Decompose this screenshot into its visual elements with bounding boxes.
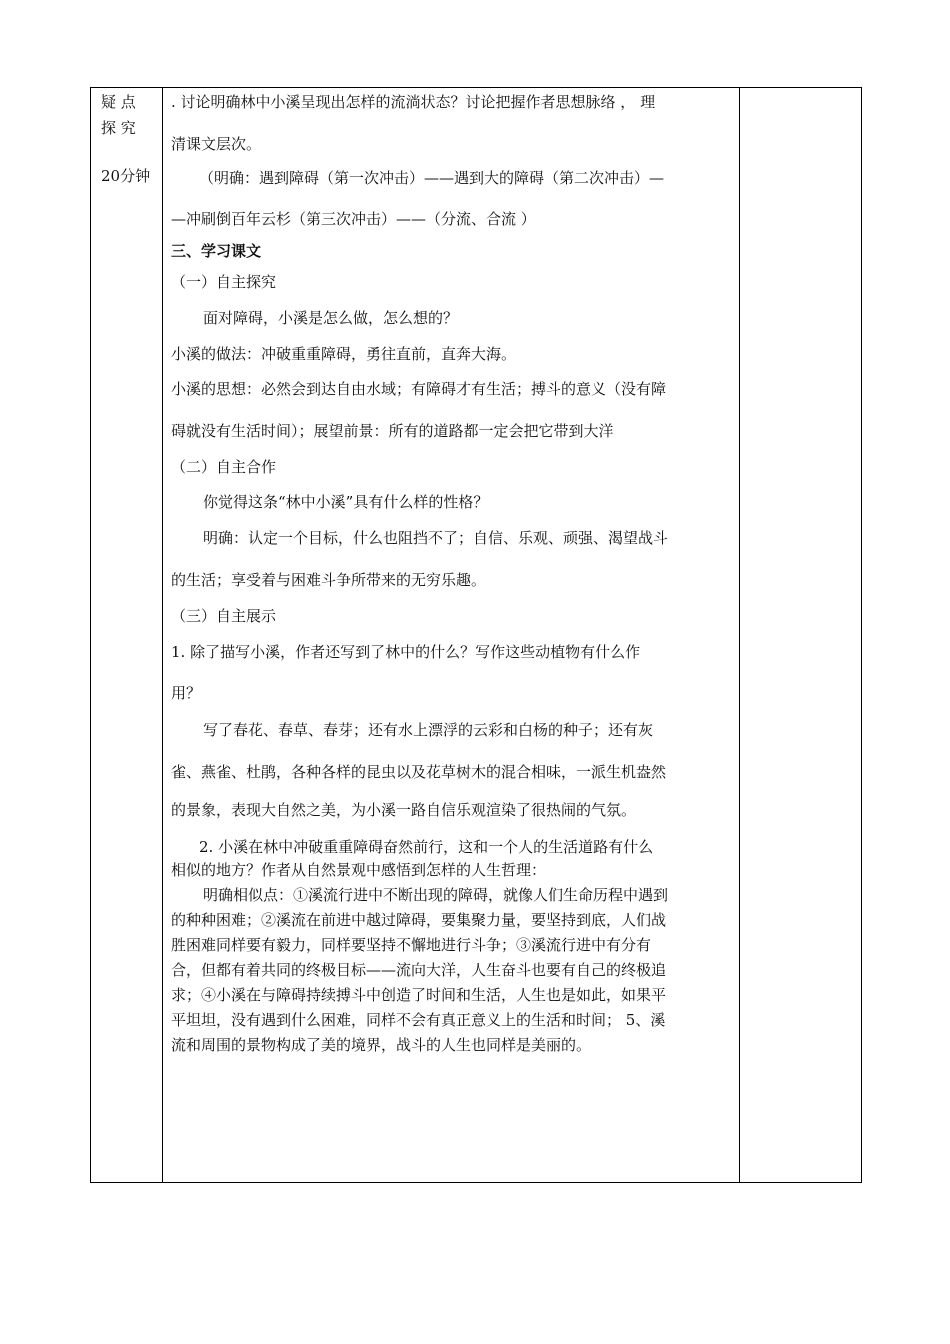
prompt-1-line-2: 用？ <box>171 684 202 702</box>
column-divider-2 <box>739 88 740 1182</box>
prompt-1-answer-line-1: 写了春花、春草、春芽；还有水上漂浮的云彩和白杨的种子；还有灰 <box>203 721 654 739</box>
question-1: 面对障碍，小溪是怎么做，怎么想的？ <box>203 309 459 327</box>
answer-3-line-2: 的生活；享受着与困难斗争所带来的无穷乐趣。 <box>171 571 487 589</box>
clarify-line-2: —冲刷倒百年云杉（第三次冲击）——（分流、合流 ） <box>171 210 536 228</box>
prompt-2-line-1: 2. 小溪在林中冲破重重障碍奋然前行，这和一个人的生活道路有什么 <box>199 838 654 856</box>
prompt-1-answer-line-3: 的景象，表现大自然之美，为小溪一路自信乐观渲染了很热闹的气氛。 <box>171 801 637 819</box>
duration-label: 20分钟 <box>101 167 151 185</box>
answer-3-line-1: 明确：认定一个目标，什么也阻挡不了；自信、乐观、顽强、渴望战斗 <box>203 529 669 547</box>
question-2: 你觉得这条“林中小溪”具有什么样的性格？ <box>203 493 489 511</box>
subsection-heading-3: （三）自主展示 <box>171 607 277 625</box>
answer-2-line-1: 小溪的思想：必然会到达自由水域；有障碍才有生活；搏斗的意义（没有障 <box>171 380 667 398</box>
prompt-2-answer-line-7: 流和周围的景物构成了美的境界，战斗的人生也同样是美丽的。 <box>171 1036 592 1054</box>
section-label-line2: 探 究 <box>101 119 136 137</box>
prompt-2-answer-line-2: 的种种困难；②溪流在前进中越过障碍，要集聚力量，要坚持到底，人们战 <box>171 911 667 929</box>
prompt-2-answer-line-4: 合，但都有着共同的终极目标——流向大洋，人生奋斗也要有自己的终极追 <box>171 961 667 979</box>
prompt-2-answer-line-3: 胜困难同样要有毅力，同样要坚持不懈地进行斗争；③溪流行进中有分有 <box>171 936 652 954</box>
column-divider-1 <box>162 88 163 1182</box>
clarify-line-1: （明确：遇到障碍（第一次冲击）——遇到大的障碍（第二次冲击）— <box>199 169 665 187</box>
discussion-line-1: . 讨论明确林中小溪呈现出怎样的流淌状态？讨论把握作者思想脉络 ， 理 <box>171 93 656 111</box>
answer-2-line-2: 碍就没有生活时间）；展望前景：所有的道路都一定会把它带到大洋 <box>171 422 614 440</box>
prompt-2-line-2: 相似的地方？作者从自然景观中感悟到怎样的人生哲理： <box>171 861 547 879</box>
subsection-heading-2: （二）自主合作 <box>171 458 277 476</box>
section-label-line1: 疑 点 <box>101 93 136 111</box>
subsection-heading-1: （一）自主探究 <box>171 273 277 291</box>
prompt-1-line-1: 1. 除了描写小溪，作者还写到了林中的什么？写作这些动植物有什么作 <box>171 643 641 661</box>
discussion-line-2: 清课文层次。 <box>171 135 262 153</box>
prompt-2-answer-line-6: 平坦坦，没有遇到什么困难，同样不会有真正意义上的生活和时间； 5、溪 <box>171 1011 666 1029</box>
prompt-2-answer-line-5: 求；④小溪在与障碍持续搏斗中创造了时间和生活，人生也是如此，如果平 <box>171 986 667 1004</box>
prompt-1-answer-line-2: 雀、燕雀、杜鹃，各种各样的昆虫以及花草树木的混合相味，一派生机盎然 <box>171 763 667 781</box>
section-heading-3: 三、学习课文 <box>171 242 262 260</box>
answer-1: 小溪的做法：冲破重重障碍，勇往直前，直奔大海。 <box>171 345 517 363</box>
prompt-2-answer-line-1: 明确相似点：①溪流行进中不断出现的障碍，就像人们生命历程中遇到 <box>203 886 669 904</box>
